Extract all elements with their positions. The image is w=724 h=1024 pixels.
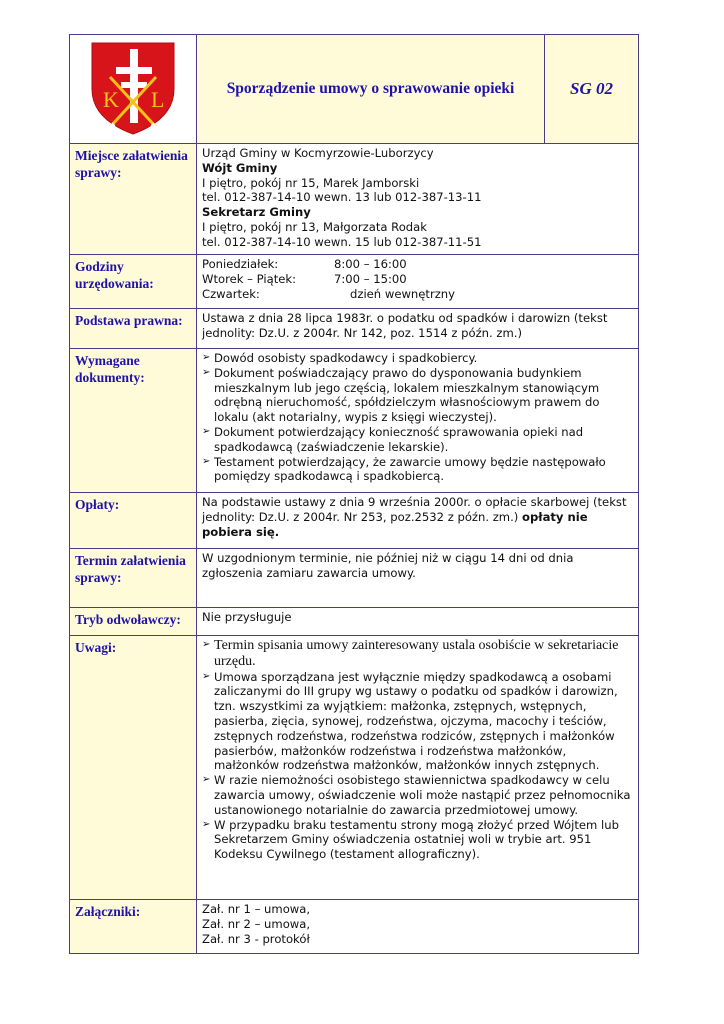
content-zalaczniki bbox=[197, 900, 639, 954]
document-title: Sporządzenie umowy o sprawowanie opieki bbox=[226, 80, 515, 97]
list-item bbox=[202, 425, 634, 455]
list-item bbox=[202, 366, 634, 425]
document-item: Dokument poświadczający prawo do dysponowania budynkiem mieszkalnym lub jego częścią, lokalem mieszkalnym stanowiącym odrębną nieruchomość, spółdzielczym własnościowym prawem do lokalu (akt notarialny, wypis z księgi wieczystej). bbox=[214, 365, 600, 425]
fee-text: Na podstawie ustawy z dnia 9 września 2000r. o opłacie skarbowej (tekst jednolity: Dz.U. z 2004r. Nr 253, poz.2532 z późn. zm.) bbox=[202, 495, 627, 524]
content-oplaty bbox=[197, 493, 639, 549]
row-uwagi bbox=[70, 636, 639, 900]
content-uwagi bbox=[197, 636, 639, 900]
document-item: Testament potwierdzający, że zawarcie umowy będzie następowało pomiędzy spadkodawcą i spadkobiercą. bbox=[214, 454, 606, 484]
list-item bbox=[202, 638, 634, 670]
hours-day: Wtorek – Piątek: bbox=[202, 271, 296, 286]
content-termin: W uzgodnionym terminie, nie później niż w ciągu 14 dni od dnia zgłoszenia zamiaru zawarcia umowy. bbox=[197, 549, 639, 608]
wojt-phone: tel. 012-387-14-10 wewn. 13 lub 012-387-13-11 bbox=[202, 190, 482, 205]
sekretarz-room: I piętro, pokój nr 13, Małgorzata Rodak bbox=[202, 219, 427, 234]
attachment-item: Zał. nr 3 - protokół bbox=[202, 931, 310, 946]
header-row bbox=[70, 35, 639, 144]
row-godziny bbox=[70, 255, 639, 309]
label-miejsce: Miejsce załatwienia sprawy: bbox=[70, 144, 197, 255]
arrow-bullet-icon: ➢ bbox=[202, 425, 211, 437]
hours-time: 7:00 – 15:00 bbox=[334, 271, 407, 286]
content-dokumenty bbox=[197, 349, 639, 493]
label-oplaty: Opłaty: bbox=[70, 493, 197, 549]
hours-time: dzień wewnętrzny bbox=[350, 286, 456, 301]
remark-item: W razie niemożności osobistego stawiennictwa spadkodawcy w celu zawarcia umowy, oświadczenie woli może nastąpić przez pełnomocnika ustanowionego notarialnie do zawarcia przedmiotowej umowy. bbox=[214, 773, 631, 817]
arrow-bullet-icon: ➢ bbox=[202, 818, 211, 830]
logo-cell bbox=[70, 35, 197, 144]
label-uwagi: Uwagi: bbox=[70, 636, 197, 900]
hours-day: Poniedziałek: bbox=[202, 257, 279, 271]
remarks-list bbox=[202, 638, 634, 862]
documents-list bbox=[202, 351, 634, 484]
list-item bbox=[202, 455, 634, 485]
label-dokumenty: Wymagane dokumenty: bbox=[70, 349, 197, 493]
arrow-bullet-icon: ➢ bbox=[202, 455, 211, 467]
remark-item: Umowa sporządzana jest wyłącznie między spadkodawcą a osobami zaliczanymi do III grupy wg ustawy o podatku od spadków i darowizn, tzn. wszystkimi za wyjątkiem: małżonka, zstępnych, wstępnych, pasierba, zięcia, synowej, rodzeństwa, ojczyma, macochy i teściów, zstępnych rodzeństwa, rodzeństwa rodziców, zstępnych i małżonków pasierbów, małżonków rodzeństwa i rodzeństwa małżonków, małżonków rodzeństwa małżonków, małżonków innych zstępnych. bbox=[214, 669, 618, 773]
label-termin: Termin załatwienia sprawy: bbox=[70, 549, 197, 608]
arrow-bullet-icon: ➢ bbox=[202, 670, 211, 682]
label-tryb: Tryb odwoławczy: bbox=[70, 608, 197, 636]
content-podstawa: Ustawa z dnia 28 lipca 1983r. o podatku od spadków i darowizn (tekst jednolity: Dz.U. z 2004r. Nr 142, poz. 1514 z późn. zm.) bbox=[197, 309, 639, 349]
document-code: SG 02 bbox=[570, 79, 613, 98]
sekretarz-phone: tel. 012-387-14-10 wewn. 15 lub 012-387-11-51 bbox=[202, 234, 482, 249]
procedure-card bbox=[69, 34, 639, 954]
row-miejsce bbox=[70, 144, 639, 255]
row-podstawa bbox=[70, 309, 639, 349]
list-item bbox=[202, 670, 634, 774]
logo-letter-l: L bbox=[151, 87, 165, 112]
remark-item: W przypadku braku testamentu strony mogą złożyć przed Wójtem lub Sekretarzem Gminy oświadczenia ostatniej woli w trybie art. 951 Kodeksu Cywilnego (testament allograficzny). bbox=[214, 817, 619, 862]
row-termin bbox=[70, 549, 639, 608]
arrow-bullet-icon: ➢ bbox=[202, 639, 211, 650]
content-tryb: Nie przysługuje bbox=[197, 608, 639, 636]
arrow-bullet-icon: ➢ bbox=[202, 774, 211, 786]
fee-bold-text: opłaty nie pobiera się. bbox=[202, 509, 588, 539]
list-item bbox=[202, 818, 634, 862]
logo-letter-k: K bbox=[103, 87, 119, 112]
document-item: Dowód osobisty spadkodawcy i spadkobiercy. bbox=[214, 351, 478, 365]
code-cell bbox=[545, 35, 639, 144]
row-zalaczniki bbox=[70, 900, 639, 954]
document-item: Dokument potwierdzający konieczność sprawowania opieki nad spadkodawcą (zaświadczenie lekarskie). bbox=[214, 424, 584, 454]
coat-of-arms-logo bbox=[70, 35, 195, 138]
arrow-bullet-icon: ➢ bbox=[202, 352, 211, 363]
hours-time: 8:00 – 16:00 bbox=[334, 257, 407, 271]
remark-item: Termin spisania umowy zainteresowany ustala osobiście w sekretariacie urzędu. bbox=[214, 638, 619, 669]
content-miejsce bbox=[197, 144, 639, 255]
attachment-item: Zał. nr 1 – umowa, bbox=[202, 902, 311, 916]
attachment-item: Zał. nr 2 – umowa, bbox=[202, 916, 311, 931]
row-dokumenty bbox=[70, 349, 639, 493]
office-name: Urząd Gminy w Kocmyrzowie-Luborzycy bbox=[202, 146, 434, 160]
wojt-room: I piętro, pokój nr 15, Marek Jamborski bbox=[202, 175, 420, 190]
office-hours-list bbox=[202, 257, 634, 301]
label-zalaczniki: Załączniki: bbox=[70, 900, 197, 954]
arrow-bullet-icon: ➢ bbox=[202, 366, 211, 378]
list-item bbox=[202, 351, 634, 366]
content-godziny bbox=[197, 255, 639, 309]
list-item bbox=[202, 773, 634, 817]
label-podstawa: Podstawa prawna: bbox=[70, 309, 197, 349]
sekretarz-title: Sekretarz Gminy bbox=[202, 205, 311, 220]
title-cell bbox=[197, 35, 545, 144]
row-oplaty bbox=[70, 493, 639, 549]
label-godziny: Godziny urzędowania: bbox=[70, 255, 197, 309]
row-tryb bbox=[70, 608, 639, 636]
wojt-title: Wójt Gminy bbox=[202, 160, 278, 175]
hours-day: Czwartek: bbox=[202, 286, 260, 301]
